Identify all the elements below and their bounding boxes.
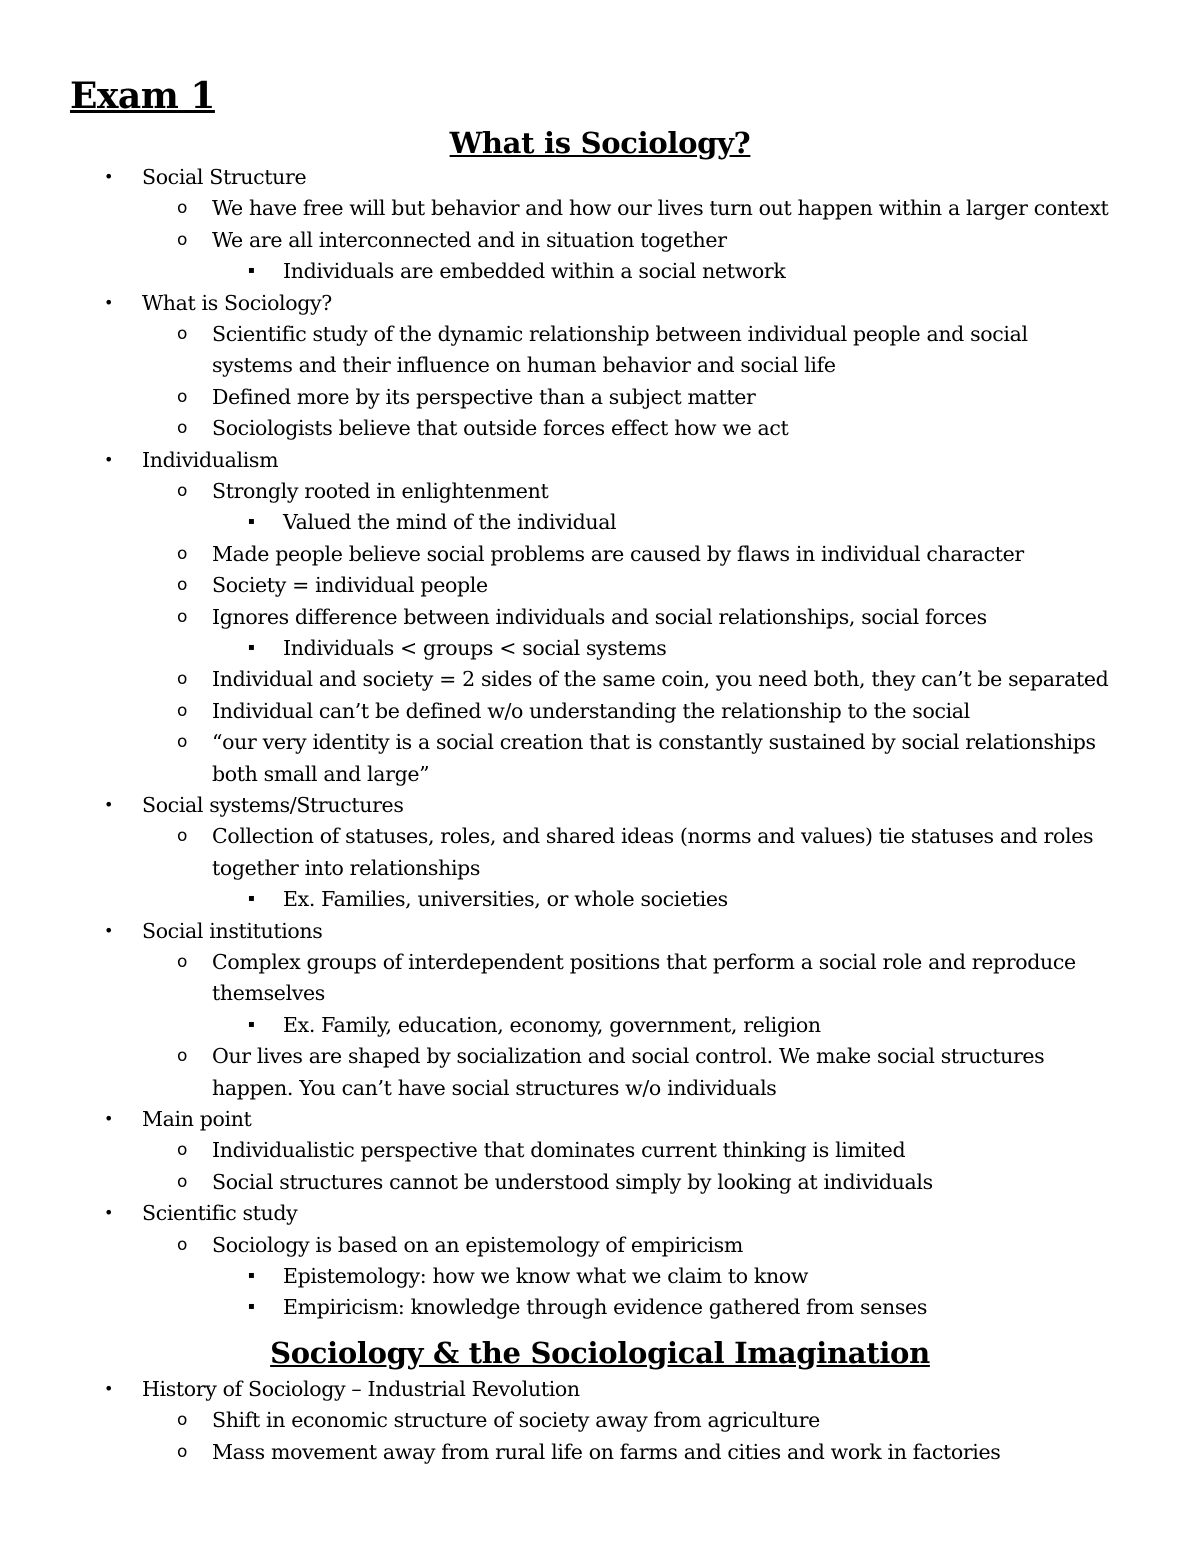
bullet-marker-level-1: • [104,167,114,186]
list-item-level-3: Ex. Family, education, economy, government, religion [283,1012,821,1037]
bullet-marker-level-2: o [177,1234,188,1255]
list-item-level-2: We are all interconnected and in situation together [212,227,727,252]
list-item-level-2: Society = individual people [212,573,488,598]
section-heading: Sociology & the Sociological Imagination [270,1336,930,1370]
bullet-marker-level-2: o [177,324,188,344]
document-title: Exam 1 [70,75,215,117]
bullet-marker-level-3: ▪ [248,1270,255,1281]
bullet-marker-level-2: o [177,229,188,250]
bullet-marker-level-2: o [177,386,188,407]
bullet-marker-level-2: o [177,543,188,564]
list-item-level-3: Individuals are embedded within a social network [283,259,786,284]
bullet-marker-level-3: ▪ [248,893,255,905]
bullet-marker-level-2: o [177,1140,188,1161]
list-item-level-2: Strongly rooted in enlightenment [212,479,549,503]
list-item-level-2: Social structures cannot be understood simply by looking at individuals [212,1169,933,1194]
list-item-level-2: Defined more by its perspective than a subject matter [212,384,756,409]
list-item-continuation: happen. You can’t have social structures w/o individuals [212,1075,777,1100]
list-item-level-2: Mass movement away from rural life on farms and cities and work in factories [212,1439,1001,1464]
list-item-level-3: Valued the mind of the individual [283,510,617,535]
bullet-marker-level-1: • [104,1379,114,1398]
bullet-marker-level-2: o [177,952,188,972]
list-item-level-2: Shift in economic structure of society away from agriculture [212,1408,820,1433]
list-item-level-2: Collection of statuses, roles, and shared ideas (norms and values) tie statuses and roles [212,824,1094,849]
list-item-continuation: both small and large” [212,761,430,786]
list-item-level-1: Scientific study [142,1201,298,1226]
list-item-level-2: Sociologists believe that outside forces effect how we act [212,416,789,441]
list-item-level-3: Individuals < groups < social systems [283,636,667,660]
bullet-marker-level-2: o [177,1171,188,1192]
list-item-continuation: together into relationships [212,855,481,880]
bullet-marker-level-3: ▪ [248,1018,255,1030]
bullet-marker-level-3: ▪ [248,265,255,277]
list-item-level-1: Main point [142,1107,252,1131]
bullet-marker-level-2: o [177,1410,188,1431]
list-item-level-2: Scientific study of the dynamic relationship between individual people and social [212,322,1028,346]
list-item-level-1: What is Sociology? [142,290,332,315]
bullet-marker-level-1: • [104,449,114,469]
bullet-marker-level-2: o [177,1046,188,1067]
list-item-level-2: “our very identity is a social creation that is constantly sustained by social relationships [212,730,1096,755]
bullet-marker-level-2: o [177,826,188,847]
list-item-level-2: Sociology is based on an epistemology of empiricism [212,1232,743,1257]
bullet-marker-level-2: o [177,481,188,501]
list-item-level-2: Individualistic perspective that dominates current thinking is limited [212,1138,906,1163]
list-item-continuation: systems and their influence on human behavior and social life [212,353,836,378]
bullet-marker-level-2: o [177,732,188,753]
bullet-marker-level-1: • [104,292,114,312]
list-item-level-3: Empiricism: knowledge through evidence gathered from senses [283,1295,927,1320]
section-heading: What is Sociology? [449,126,751,160]
list-item-level-2: Individual can’t be defined w/o understanding the relationship to the social [212,698,970,723]
bullet-marker-level-1: • [104,1203,114,1223]
bullet-marker-level-2: o [177,198,188,219]
list-item-level-2: Our lives are shaped by socialization and social control. We make social structures [212,1044,1045,1069]
list-item-level-2: Individual and society = 2 sides of the same coin, you need both, they can’t be separated [212,667,1109,692]
list-item-level-1: Social institutions [142,918,323,943]
bullet-marker-level-1: • [104,920,114,940]
bullet-marker-level-1: • [104,795,114,814]
list-item-level-2: Ignores difference between individuals and social relationships, social forces [212,604,987,629]
list-item-level-2: Made people believe social problems are caused by flaws in individual character [212,541,1024,566]
bullet-marker-level-3: ▪ [248,642,255,653]
list-item-level-2: Complex groups of interdependent positions that perform a social role and reproduce [212,950,1076,974]
bullet-marker-level-2: o [177,575,188,596]
list-item-level-1: History of Sociology – Industrial Revolution [142,1377,580,1401]
bullet-marker-level-2: o [177,606,188,627]
bullet-marker-level-2: o [177,669,188,690]
bullet-marker-level-2: o [177,418,188,439]
list-item-level-1: Individualism [142,447,279,472]
list-item-level-1: Social systems/Structures [142,793,404,817]
list-item-level-1: Social Structure [142,165,307,189]
bullet-marker-level-3: ▪ [248,516,255,528]
list-item-level-3: Ex. Families, universities, or whole societies [283,887,728,912]
list-item-level-3: Epistemology: how we know what we claim to know [283,1264,809,1288]
bullet-marker-level-3: ▪ [248,1301,255,1313]
bullet-marker-level-2: o [177,700,188,721]
list-item-continuation: themselves [212,981,325,1006]
bullet-marker-level-2: o [177,1441,188,1462]
list-item-level-2: We have free will but behavior and how our lives turn out happen within a larger context [212,196,1109,221]
bullet-marker-level-1: • [104,1109,114,1128]
